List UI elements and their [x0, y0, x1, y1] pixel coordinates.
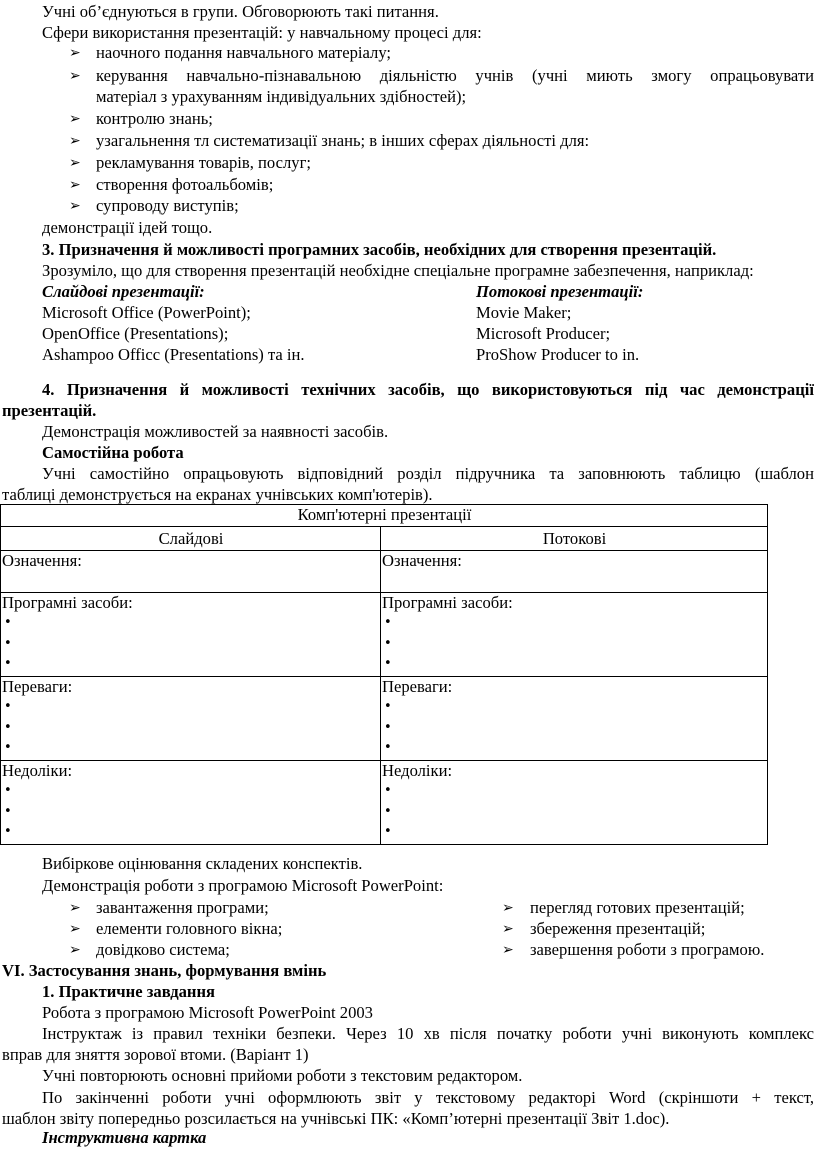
column-header-slide: Слайдові [1, 527, 381, 551]
list-item: створення фотоальбомів; [96, 175, 274, 194]
section3-text: Зрозуміло, що для створення презентацій необхідне спеціальне програмне забезпечення, наприклад: [42, 261, 754, 280]
bullet-icon: • [384, 699, 392, 715]
bullet-icon: • [384, 803, 392, 819]
advantages-label: Переваги: [2, 676, 73, 696]
list-item: завантаження програми; [96, 898, 269, 917]
arrow-bullet-icon: ➢ [502, 900, 514, 916]
arrow-bullet-icon: ➢ [69, 133, 81, 149]
table-title: Комп'ютерні презентації [1, 505, 768, 527]
stream-software-item: Movie Maker; [476, 303, 572, 322]
arrow-bullet-icon: ➢ [69, 45, 81, 61]
list-item: перегляд готових презентацій; [530, 898, 745, 917]
arrow-bullet-icon: ➢ [69, 68, 81, 84]
slide-software-item: Ashampoo Officc (Presentations) та ін. [42, 345, 305, 364]
list-item: супроводу виступів; [96, 196, 239, 215]
list-item-continuation: матеріал з урахуванням індивідуальних здібностей); [96, 87, 467, 106]
table-cell [381, 676, 768, 760]
software-label: Програмні засоби: [2, 592, 133, 612]
advantages-label: Переваги: [382, 676, 453, 696]
bullet-icon: • [4, 719, 12, 735]
software-label: Програмні засоби: [382, 592, 513, 612]
section4-paragraph: Учні самостійно опрацьовують відповідний розділ підручника та заповнюють таблицю (шаблон [42, 464, 814, 483]
bullet-icon: • [4, 740, 12, 756]
bullet-icon: • [384, 635, 392, 651]
table-cell [1, 550, 381, 592]
bullet-icon: • [384, 719, 392, 735]
slide-software-item: Microsoft Office (PowerPoint); [42, 303, 251, 322]
presentations-table [0, 504, 768, 845]
section6-paragraph-2-cont: шаблон звіту попередньо розсилається на учнівські ПК: «Комп’ютерні презентації Звіт 1.doc). [2, 1109, 670, 1128]
definition-label: Означення: [382, 550, 462, 570]
arrow-bullet-icon: ➢ [69, 177, 81, 193]
disadvantages-label: Недоліки: [382, 760, 453, 780]
bullet-icon: • [4, 803, 12, 819]
arrow-bullet-icon: ➢ [69, 921, 81, 937]
table-cell [1, 676, 381, 760]
bullet-icon: • [4, 656, 12, 672]
section4-heading-cont: презентацій. [2, 401, 97, 420]
arrow-bullet-icon: ➢ [69, 900, 81, 916]
bullet-icon: • [384, 824, 392, 840]
bullet-icon: • [384, 740, 392, 756]
slide-presentations-title: Слайдові презентації: [42, 282, 205, 301]
table-cell [381, 550, 768, 592]
arrow-bullet-icon: ➢ [502, 942, 514, 958]
stream-software-item: Microsoft Producer; [476, 324, 611, 343]
independent-work-heading: Самостійна робота [42, 443, 184, 462]
bullet-icon: • [4, 783, 12, 799]
section6-paragraph-1: Інструктаж із правил техніки безпеки. Через 10 хв після початку роботи учні виконують комплекс [42, 1024, 814, 1043]
list-item: контролю знань; [96, 109, 213, 128]
bullet-icon: • [4, 824, 12, 840]
arrow-bullet-icon: ➢ [69, 942, 81, 958]
section6-heading: VI. Застосування знань, формування вмінь [2, 961, 327, 980]
table-cell [1, 592, 381, 676]
list-item: рекламування товарів, послуг; [96, 153, 311, 172]
column-header-stream: Потокові [381, 527, 768, 551]
list-item: завершення роботи з програмою. [530, 940, 765, 959]
stream-presentations-title: Потокові презентації: [476, 282, 644, 301]
section6-paragraph-2: По закінченні роботи учні оформлюють звіт у текстовому редакторі Word (скріншоти + текст, [42, 1088, 814, 1107]
section4-paragraph-cont: таблиці демонструється на екранах учнівських комп'ютерів). [2, 485, 433, 504]
section4-text: Демонстрація можливостей за наявності засобів. [42, 422, 389, 441]
section6-paragraph-1-cont: вправ для зняття зорової втоми. (Варіант 1) [2, 1045, 309, 1064]
list-item: елементи головного вікна; [96, 919, 283, 938]
list-item: наочного подання навчального матеріалу; [96, 43, 392, 62]
bullet-icon: • [384, 656, 392, 672]
arrow-bullet-icon: ➢ [69, 155, 81, 171]
bullet-icon: • [384, 783, 392, 799]
practical-task-heading: 1. Практичне завдання [42, 982, 216, 1001]
section3-heading: 3. Призначення й можливості програмних засобів, необхідних для створення презентацій. [42, 240, 717, 259]
section6-line-2: Учні повторюють основні прийоми роботи з текстовим редактором. [42, 1066, 523, 1085]
arrow-bullet-icon: ➢ [69, 198, 81, 214]
intro-line-1: Учні об’єднуються в групи. Обговорюють такі питання. [42, 2, 439, 21]
slide-software-item: OpenOffice (Presentations); [42, 324, 229, 343]
list-item: збереження презентацій; [530, 919, 706, 938]
table-cell [1, 760, 381, 844]
section4-heading: 4. Призначення й можливості технічних засобів, що використовуються під час демонстрації [42, 380, 814, 399]
bullet-icon: • [384, 615, 392, 631]
assessment-line: Вибіркове оцінювання складених конспектів. [42, 854, 363, 873]
intro-line-2: Сфери використання презентацій: у навчальному процесі для: [42, 23, 482, 42]
bullet-icon: • [4, 699, 12, 715]
definition-label: Означення: [2, 550, 82, 570]
demo-line: Демонстрація роботи з програмою Microsoft PowerPoint: [42, 876, 444, 895]
bullet-icon: • [4, 615, 12, 631]
arrow-bullet-icon: ➢ [69, 111, 81, 127]
list-item: керування навчально-пізнавальною діяльністю учнів (учні миють змогу опрацьовувати [96, 66, 814, 85]
intro-tail: демонстрації ідей тощо. [42, 218, 213, 237]
bullet-icon: • [4, 635, 12, 651]
disadvantages-label: Недоліки: [2, 760, 73, 780]
instruction-card-heading: Інструктивна картка [42, 1128, 207, 1147]
list-item: довідково система; [96, 940, 230, 959]
table-cell [381, 760, 768, 844]
table-cell [381, 592, 768, 676]
list-item: узагальнення тл систематизації знань; в інших сферах діяльності для: [96, 131, 590, 150]
section6-line-1: Робота з програмою Microsoft PowerPoint 2003 [42, 1003, 373, 1022]
stream-software-item: ProShow Producer to in. [476, 345, 640, 364]
arrow-bullet-icon: ➢ [502, 921, 514, 937]
